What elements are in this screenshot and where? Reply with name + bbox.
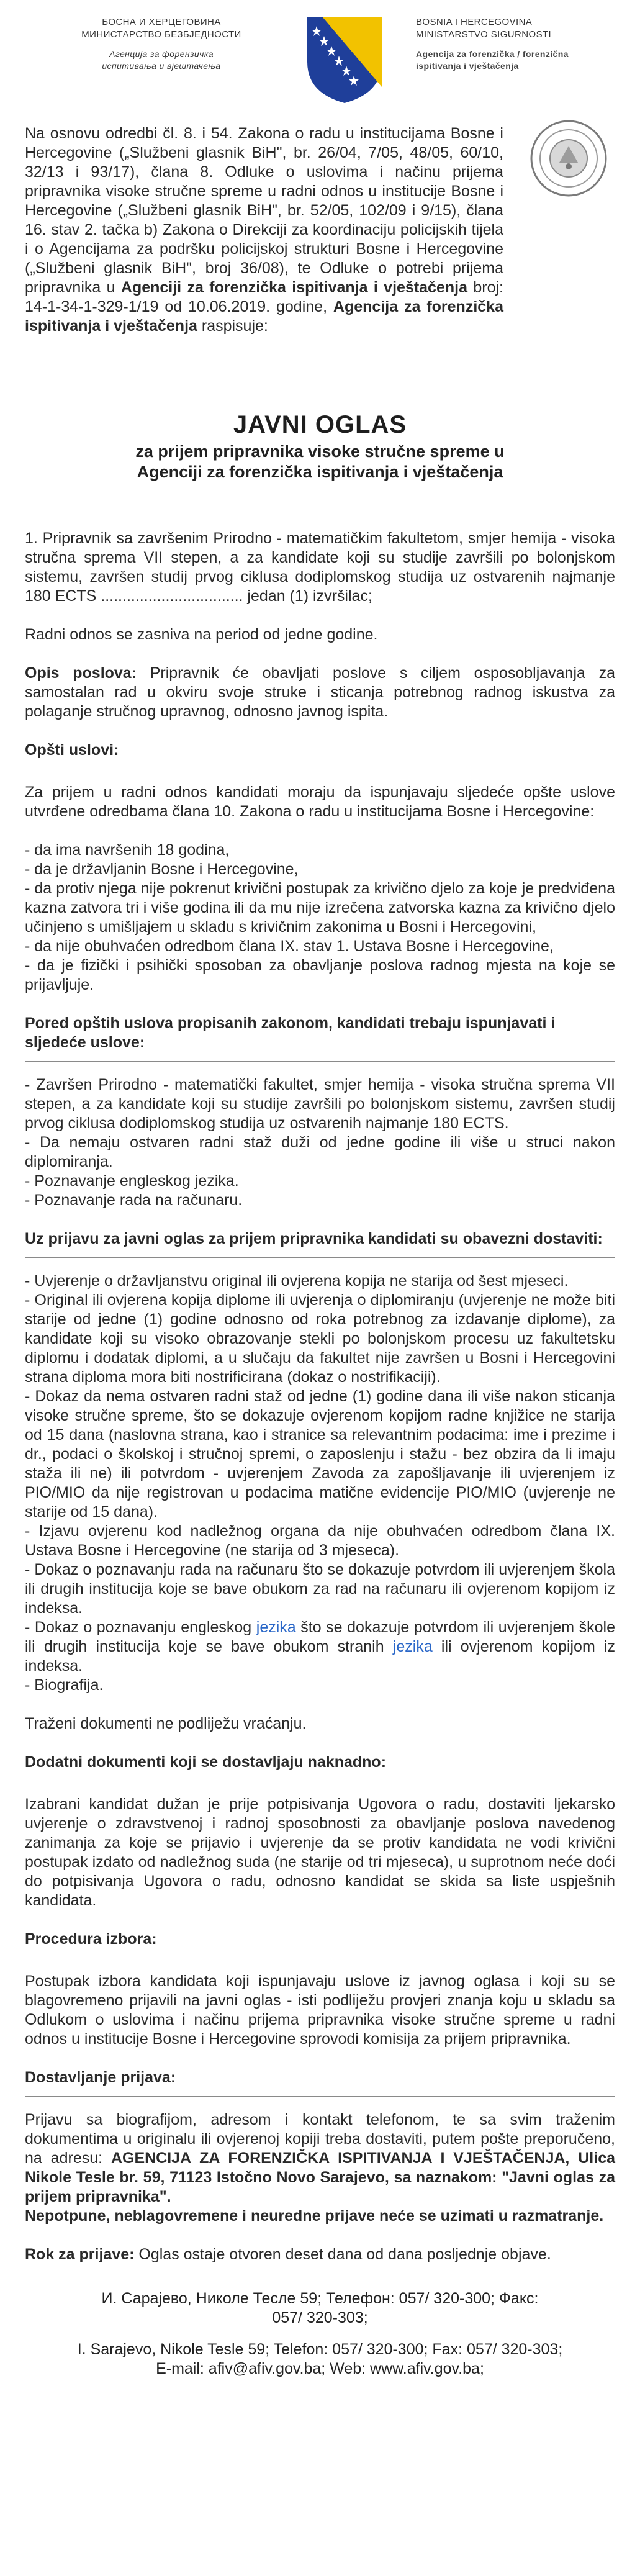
general-conditions-heading: Opšti uslovi: — [25, 741, 119, 759]
special-condition-item: - Poznavanje engleskog jezika. — [25, 1172, 239, 1190]
jezika-link-2[interactable]: jezika — [392, 1638, 433, 1655]
deadline — [25, 2245, 615, 2264]
submission-heading: Dostavljanje prijava: — [25, 2069, 176, 2086]
special-condition-item: - Poznavanje rada na računaru. — [25, 1191, 243, 1209]
required-document-item: - Uvjerenje o državljanstvu original ili ovjerena kopija ne starija od šest mjeseci. — [25, 1272, 569, 1290]
intro-part-2: broj: 14-1-34-1-329-1/19 od 10.06.2019. godine, — [25, 279, 503, 315]
special-condition-item: - Završen Prirodno - matematički fakultet, smjer hemija - visoka stručna sprema VII stepen, a za kandidate koji su studije završili po bolonjskom sistemu, završen studij prvog ciklusa dodiplomskog studija uz ostvarenih najmanje 180 ECTS. — [25, 1076, 615, 1132]
additional-documents-text: Izabrani kandidat dužan je prije potpisivanja Ugovora o radu, dostaviti ljekarsko uvjerenje o zdravstvenoj i radnoj sposobnosti za obavljanje poslova navedenog zanimanja za koje se prijavio i uvjerenje da se protiv kandidata ne vodi krivični postupak izdato od nadležnog suda (ne starije od tri mjeseca), u suprotnom neće doći do potpisivanja Ugovora o radu, odnosno kandidat se skida sa liste uspješnih kandidata. — [25, 1796, 615, 1909]
general-condition-item: - da nije obuhvaćen odredbom člana IX. stav 1. Ustava Bosne i Hercegovine, — [25, 938, 554, 955]
coat-of-arms-icon — [298, 12, 391, 106]
footer-latin-line-1: I. Sarajevo, Nikole Tesle 59; Telefon: 057/ 320-300; Fax: 057/ 320-303; — [77, 2341, 563, 2358]
selection-procedure-heading: Procedura izbora: — [25, 1930, 157, 1948]
incomplete-applications-note: Nepotpune, neblagovremene i neuredne prijave neće se uzimati u razmatranje. — [25, 2207, 604, 2225]
section-divider — [25, 1257, 615, 1258]
letterhead-left-agency-2: испитивања и вјештачења — [102, 61, 221, 71]
footer-cyrillic-line-2: 057/ 320-303; — [272, 2309, 368, 2326]
intro-agency-bold-1: Agenciji za forenzička ispitivanja i vještačenja — [120, 279, 467, 296]
general-condition-item: - da protiv njega nije pokrenut krivični postupak za krivično djelo za koje je predviđena kazna zatvora tri i više godina ili da mu nije izrečena zatvorska kazna za krivično djelo učinjeno s umišljajem u skladu s krivičnim zakonima u Bosni i Hercegovini, — [25, 880, 615, 936]
intro-agency-bold-2: Agencija za forenzička ispitivanja i vještačenja — [25, 298, 503, 335]
english-proof-part-1: - Dokaz o poznavanju engleskog — [25, 1619, 256, 1636]
letterhead-right-agency-1: Agencija za forenzička / forenzična — [416, 49, 569, 59]
required-document-biography: - Biografija. — [25, 1676, 104, 1694]
general-condition-item: - da je državljanin Bosne i Hercegovine, — [25, 861, 299, 878]
letterhead-left-country: БОСНА И ХЕРЦЕГОВИНА — [102, 17, 221, 27]
letterhead — [25, 12, 615, 106]
intro-part-1: Na osnovu odredbi čl. 8. i 54. Zakona o radu u institucijama Bosne i Hercegovine („Službeni glasnik BiH", br. 26/04, 7/05, 48/05, 60/10, 32/13 i 93/17), člana 8. Odluke o uslovima i načinu prijema pripravnika visoke stručne spreme u radni odnos u institucije Bosne i Hercegovine („Službeni glasnik BiH", br. 52/05, 102/09 i 9/15), člana 16. stav 2. tačka b) Zakona o Direkciji za koordinaciju policijskih tijela i o Agencijama za podršku policijskoj strukturi Bosne i Hercegovine („Službeni glasnik BiH", broj 36/08), te Odluke o potrebi prijema pripravnika u — [25, 125, 503, 296]
submission-text — [25, 2110, 615, 2207]
selection-procedure-text: Postupak izbora kandidata koji ispunjavaju uslove iz javnog oglasa i koji su se blagovremeno prijavili na javni oglas - isti podliježu provjeri znanja koju u skladu sa Odlukom o uslovima i načinu prijema pripravnika visoke stručne spreme u radni odnos u institucije Bosne i Hercegovine sprovodi komisija za prijem pripravnika. — [25, 1973, 615, 2048]
page-title: JAVNI OGLAS — [233, 411, 407, 438]
employment-note: Radni odnos se zasniva na period od jedne godine. — [25, 626, 378, 643]
english-proof-part-3: ili ovjerenom kopijom iz indeksa. — [25, 1638, 616, 1674]
special-condition-item: - Da nemaju ostvaren radni staž duži od jedne godine ili više u struci nakon diplomiranja. — [25, 1134, 615, 1170]
letterhead-right-country: BOSNIA I HERCEGOVINA — [416, 17, 533, 27]
required-document-item: - Izjavu ovjerenu kod nadležnog organa da nije obuhvaćen odredbom člana IX. Ustava Bosne i Hercegovine (ne starija od 3 mjeseca). — [25, 1522, 615, 1559]
general-condition-item: - da je fizički i psihički sposoban za obavljanje poslova radnog mjesta na koje se prijavljuje. — [25, 957, 615, 993]
letterhead-left-ministry: МИНИСТАРСТВО БЕЗБЈЕДНОСТИ — [81, 29, 241, 40]
position-description: 1. Pripravnik sa završenim Prirodno - matematičkim fakultetom, smjer hemija - visoka stručna sprema VII stepen, a za kandidate koji su studije završili po bolonjskom sistemu, završen studij prvog ciklusa dodiplomskog studija uz ostvarenih najmanje 180 ECTS ................................. jedan (1) izvršilac; — [25, 530, 615, 605]
section-divider — [25, 2096, 615, 2097]
letterhead-right-ministry: MINISTARSTVO SIGURNOSTI — [416, 29, 552, 40]
job-description — [25, 664, 615, 721]
required-document-english — [25, 1618, 615, 1676]
letterhead-left — [50, 16, 273, 72]
english-proof-part-2: što se dokazuje potvrdom ili uvjerenjem škole ili drugih institucija koje se bave obukom stranih — [25, 1619, 615, 1655]
deadline-label: Rok za prijave: — [25, 2246, 135, 2263]
required-document-item: - Original ili ovjerena kopija diplome ili uvjerenja o diplomiranju (uvjerenje ne može biti starije od jedne (1) godine odnosno od roka potrebnog za izdavanje diplome), za kandidate koji su visoko obrazovanje stekli po bolonjskom procesu uz fakultetsku diplomu i dodatak diplomi, a u slučaju da fakultet nije završen u Bosni i Hercegovini strana diploma mora biti nostrificirana (dokaz o nostrifikaciji). — [25, 1291, 615, 1386]
title-subline-2: Agenciji za forenzička ispitivanja i vještačenja — [137, 463, 503, 481]
deadline-text: Oglas ostaje otvoren deset dana od dana posljednje objave. — [134, 2246, 551, 2263]
title-block — [25, 410, 615, 482]
submission-address: AGENCIJA ZA FORENZIČKA ISPITIVANJA I VJEŠTAČENJA, Ulica Nikole Tesle br. 59, 71123 Istočno Novo Sarajevo, sa naznakom: "Javni oglas za prijem pripravnika". — [25, 2149, 616, 2205]
additional-documents-heading: Dodatni dokumenti koji se dostavljaju naknadno: — [25, 1753, 387, 1771]
required-documents-heading: Uz prijavu za javni oglas za prijem pripravnika kandidati su obavezni dostaviti: — [25, 1230, 603, 1247]
footer-cyrillic-line-1: И. Сарајево, Николе Тесле 59; Телефон: 057/ 320-300; Факс: — [101, 2290, 539, 2307]
intro-part-3: raspisuje: — [197, 317, 268, 335]
intro-paragraph — [25, 124, 503, 336]
footer-contact-line: E-mail: afiv@afiv.gov.ba; Web: www.afiv.gov.ba; — [156, 2360, 484, 2377]
job-description-text: Pripravnik će obavljati poslove s ciljem osposobljavanja za samostalan rad u okviru svoje struke i sticanja potrebnog radnog iskustva za polaganje stručnog upravnog, odnosno javnog ispita. — [25, 664, 615, 720]
section-divider — [25, 1061, 615, 1062]
footer-cyrillic — [25, 2289, 615, 2328]
jezika-link-1[interactable]: jezika — [256, 1619, 296, 1636]
general-condition-item: - da ima navršenih 18 godina, — [25, 841, 230, 859]
letterhead-left-agency-1: Агенција за форензичка — [109, 49, 214, 59]
agency-seal-icon — [528, 118, 609, 199]
submission-instructions: Prijavu sa biografijom, adresom i kontakt telefonom, te sa svim traženim dokumentima u originalu ili ovjerenoj kopiji treba dostaviti, putem pošte preporučeno, na adresu: — [25, 2111, 615, 2167]
letterhead-right-agency-2: ispitivanja i vještačenja — [416, 61, 519, 71]
job-description-label: Opis poslova: — [25, 664, 137, 682]
footer — [25, 2289, 615, 2379]
title-subline-1: za prijem pripravnika visoke stručne spreme u — [135, 442, 505, 461]
required-document-item: - Dokaz o poznavanju rada na računaru što se dokazuje potvrdom ili uvjerenjem škola ili drugih institucija koje se bave obukom za rad na računaru ili ovjerenom kopijom iz indeksa. — [25, 1561, 615, 1617]
documents-not-returned-note: Traženi dokumenti ne podliježu vraćanju. — [25, 1715, 307, 1732]
required-document-item: - Dokaz da nema ostvaren radni staž od jedne (1) godine dana ili više nakon sticanja visoke stručne spreme, što se dokazuje ovjerenom kopijom radne knjižice ne starija od 15 dana (naslovna strana, kao i stranice sa relevantnim podacima: ime i prezime i dr., podaci o školskoj i stručnoj spremi, o zaposlenju i stažu - bez obzira da li imaju staža ili ne) ili potvrdom - uvjerenjem Zavoda za zapošljavanje ili uvjerenjem iz PIO/MIO da nije registrovan u podacima matične evidencije PIO/MIO (uvjerenje ne starije od 15 dana). — [25, 1388, 615, 1521]
special-conditions-heading: Pored opštih uslova propisanih zakonom, kandidati trebaju ispunjavati i sljedeće uslove: — [25, 1015, 556, 1051]
letterhead-right — [416, 16, 627, 72]
general-conditions-intro: Za prijem u radni odnos kandidati moraju da ispunjavaju sljedeće opšte uslove utvrđene odredbama člana 10. Zakona o radu u institucijama Bosne i Hercegovine: — [25, 784, 615, 820]
